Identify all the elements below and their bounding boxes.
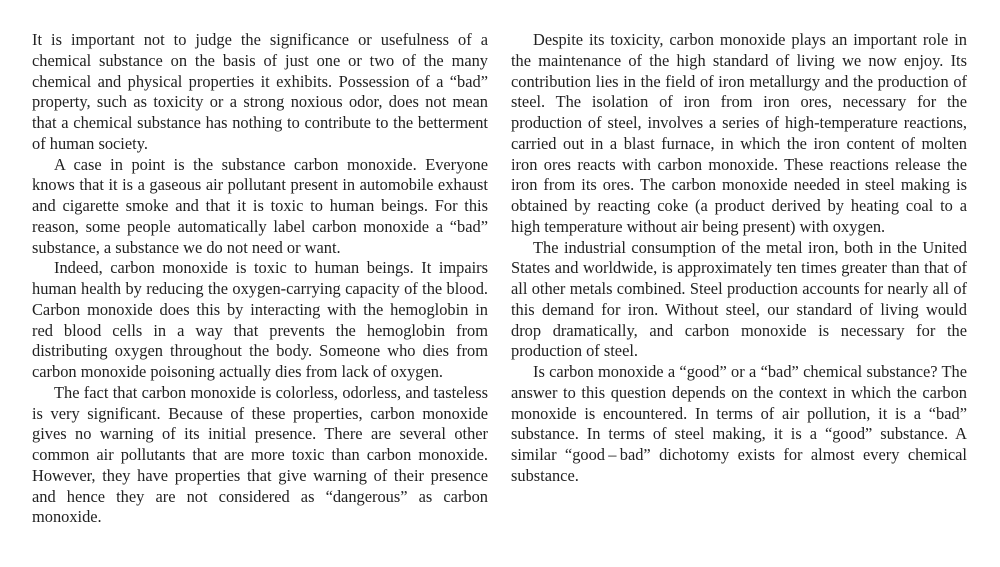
paragraph: Indeed, carbon monoxide is toxic to human beings. It impairs human health by reducing the oxygen-carrying capacity of the blood. Carbon monoxide does this by interacting with the hemoglobin in red blood cells in a way that prevents the hemoglobin from distributing oxygen throughout the body. Someone who dies from carbon monoxide poisoning actually dies from lack of oxygen. — [32, 258, 488, 381]
paragraph: Despite its toxicity, carbon monoxide plays an important role in the maintenance of the high standard of living we now enjoy. Its contribution lies in the field of iron metallurgy and the production of steel. The isolation of iron from iron ores, necessary for the production of steel, involves a series of high-temperature reactions, carried out in a blast furnace, in which the iron content of molten iron ores reacts with carbon monoxide. These reactions release the iron from its ores. The carbon monoxide needed in steel making is obtained by reacting coke (a product derived by heating coal to a high temperature without air being present) with oxygen. — [511, 30, 967, 236]
right-column — [511, 30, 967, 487]
paragraph: The fact that carbon monoxide is colorless, odorless, and tasteless is very significant. Because of these properties, carbon monoxide gives no warning of its initial presence. There are several other common air pollutants that are more toxic than carbon monoxide. However, they have properties that give warning of their presence and hence they are not considered as “dangerous” as carbon monoxide. — [32, 382, 488, 527]
paragraph: The industrial consumption of the metal iron, both in the United States and worldwide, is approximately ten times greater than that of all other metals combined. Steel production accounts for nearly all of this demand for iron. Without steel, our standard of living would drop dramatically, and carbon monoxide is necessary for the production of steel. — [511, 237, 967, 361]
paragraph: A case in point is the substance carbon monoxide. Everyone knows that it is a gaseous air pollutant present in automobile exhaust and cigarette smoke and that it is toxic to human beings. For this reason, some people automatically label carbon monoxide a “bad” substance, a substance we do not need or want. — [32, 154, 488, 257]
left-column — [32, 30, 488, 528]
paragraph: Is carbon monoxide a “good” or a “bad” chemical substance? The answer to this question depends on the context in which the carbon monoxide is encountered. In terms of air pollution, it is a “bad” substance. In terms of steel making, it is a “good” substance. A similar “good – bad” dichotomy exists for almost every chemical substance. — [511, 362, 967, 485]
paragraph: It is important not to judge the significance or usefulness of a chemical substance on the basis of just one or two of the many chemical and physical properties it exhibits. Possession of a “bad” property, such as toxicity or a strong noxious odor, does not mean that a chemical substance has nothing to contribute to the betterment of human society. — [32, 30, 488, 153]
